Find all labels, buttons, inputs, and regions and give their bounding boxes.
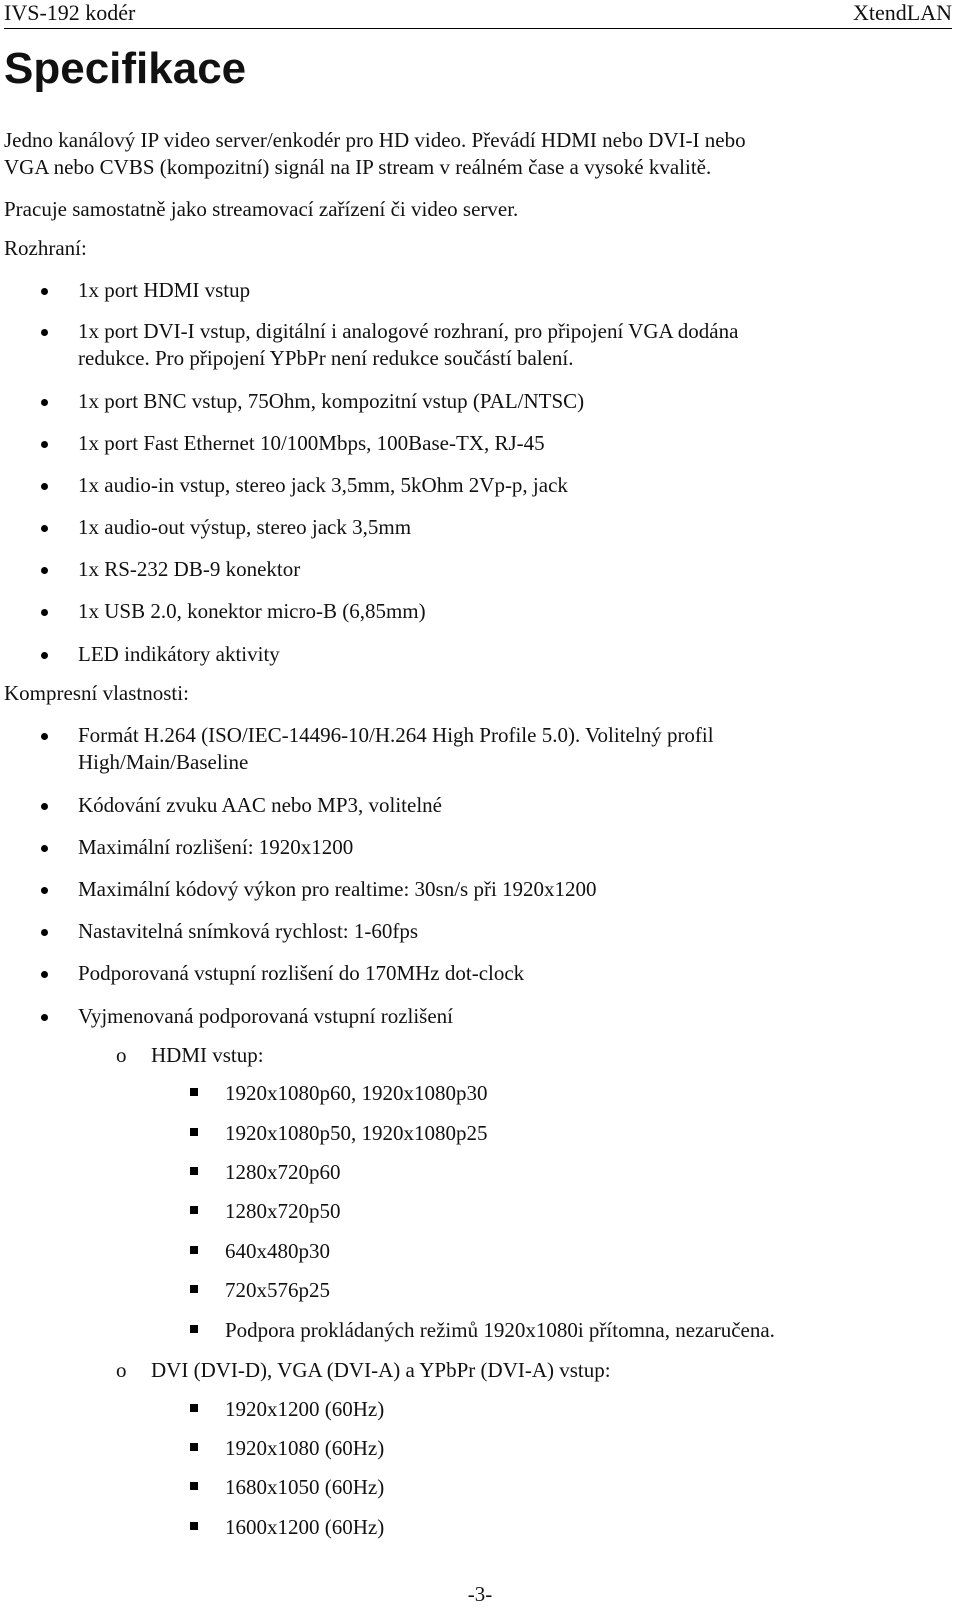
resolution-item: 640x480p30 xyxy=(225,1239,330,1263)
list-item: 1x port Fast Ethernet 10/100Mbps, 100Base-TX, RJ-45 xyxy=(78,431,545,455)
bullet-icon xyxy=(41,399,48,406)
list-item-continuation: redukce. Pro připojení YPbPr není redukce součástí balení. xyxy=(78,346,574,370)
resolution-item: 1920x1200 (60Hz) xyxy=(225,1397,385,1421)
resolution-item: 720x576p25 xyxy=(225,1278,330,1302)
intro-line: Jedno kanálový IP video server/enkodér pro HD video. Převádí HDMI nebo DVI-I nebo xyxy=(4,128,746,152)
page-header xyxy=(4,0,952,29)
square-bullet-icon xyxy=(190,1167,198,1175)
list-item: 1x USB 2.0, konektor micro-B (6,85mm) xyxy=(78,599,426,623)
intro-line: Pracuje samostatně jako streamovací zařízení či video server. xyxy=(4,197,519,221)
bullet-icon xyxy=(41,1014,48,1021)
sublist-heading-dvi: DVI (DVI-D), VGA (DVI-A) a YPbPr (DVI-A) vstup: xyxy=(151,1358,611,1382)
list-item: Podporovaná vstupní rozlišení do 170MHz dot-clock xyxy=(78,961,525,985)
list-item: 1x audio-in vstup, stereo jack 3,5mm, 5kOhm 2Vp-p, jack xyxy=(78,473,568,497)
list-item: Nastavitelná snímková rychlost: 1-60fps xyxy=(78,919,419,943)
bullet-icon xyxy=(41,887,48,894)
bullet-icon xyxy=(41,525,48,532)
list-item: 1x port DVI-I vstup, digitální i analogové rozhraní, pro připojení VGA dodána xyxy=(78,319,739,343)
resolution-item: 1600x1200 (60Hz) xyxy=(225,1515,385,1539)
bullet-icon xyxy=(41,971,48,978)
square-bullet-icon xyxy=(190,1482,198,1490)
list-item: Kódování zvuku AAC nebo MP3, volitelné xyxy=(78,793,442,817)
bullet-icon xyxy=(41,483,48,490)
bullet-icon xyxy=(41,329,48,336)
bullet-icon xyxy=(41,567,48,574)
square-bullet-icon xyxy=(190,1088,198,1096)
interfaces-label: Rozhraní: xyxy=(4,236,87,260)
header-brand: XtendLAN xyxy=(853,0,952,25)
square-bullet-icon xyxy=(190,1246,198,1254)
resolution-item: Podpora prokládaných režimů 1920x1080i přítomna, nezaručena. xyxy=(225,1318,775,1342)
list-item: 1x port HDMI vstup xyxy=(78,278,251,302)
list-item: 1x RS-232 DB-9 konektor xyxy=(78,557,301,581)
list-item: Formát H.264 (ISO/IEC-14496-10/H.264 High Profile 5.0). Volitelný profil xyxy=(78,723,714,747)
resolution-item: 1920x1080 (60Hz) xyxy=(225,1436,385,1460)
square-bullet-icon xyxy=(190,1404,198,1412)
list-item: 1x port BNC vstup, 75Ohm, kompozitní vstup (PAL/NTSC) xyxy=(78,389,585,413)
square-bullet-icon xyxy=(190,1206,198,1214)
resolution-item: 1280x720p50 xyxy=(225,1199,341,1223)
list-item: Maximální kódový výkon pro realtime: 30sn/s při 1920x1200 xyxy=(78,877,597,901)
resolution-item: 1680x1050 (60Hz) xyxy=(225,1475,385,1499)
bullet-icon xyxy=(41,733,48,740)
square-bullet-icon xyxy=(190,1522,198,1530)
list-item: Maximální rozlišení: 1920x1200 xyxy=(78,835,354,859)
square-bullet-icon xyxy=(190,1443,198,1451)
list-item: Vyjmenovaná podporovaná vstupní rozlišení xyxy=(78,1004,454,1028)
bullet-icon xyxy=(41,288,48,295)
compression-label: Kompresní vlastnosti: xyxy=(4,681,189,705)
sublist-heading-hdmi: HDMI vstup: xyxy=(151,1043,264,1067)
circle-bullet-icon: o xyxy=(116,1043,127,1067)
list-item-continuation: High/Main/Baseline xyxy=(78,750,249,774)
list-item: LED indikátory aktivity xyxy=(78,642,280,666)
square-bullet-icon xyxy=(190,1285,198,1293)
page-number: -3- xyxy=(467,1582,493,1606)
bullet-icon xyxy=(41,803,48,810)
page-title: Specifikace xyxy=(4,44,247,93)
bullet-icon xyxy=(41,652,48,659)
resolution-item: 1920x1080p60, 1920x1080p30 xyxy=(225,1081,488,1105)
circle-bullet-icon: o xyxy=(116,1358,127,1382)
square-bullet-icon xyxy=(190,1325,198,1333)
intro-line: VGA nebo CVBS (kompozitní) signál na IP stream v reálném čase a vysoké kvalitě. xyxy=(4,155,712,179)
bullet-icon xyxy=(41,845,48,852)
bullet-icon xyxy=(41,441,48,448)
bullet-icon xyxy=(41,609,48,616)
resolution-item: 1920x1080p50, 1920x1080p25 xyxy=(225,1121,488,1145)
square-bullet-icon xyxy=(190,1128,198,1136)
header-product: IVS-192 kodér xyxy=(4,0,136,25)
bullet-icon xyxy=(41,929,48,936)
resolution-item: 1280x720p60 xyxy=(225,1160,341,1184)
list-item: 1x audio-out výstup, stereo jack 3,5mm xyxy=(78,515,412,539)
